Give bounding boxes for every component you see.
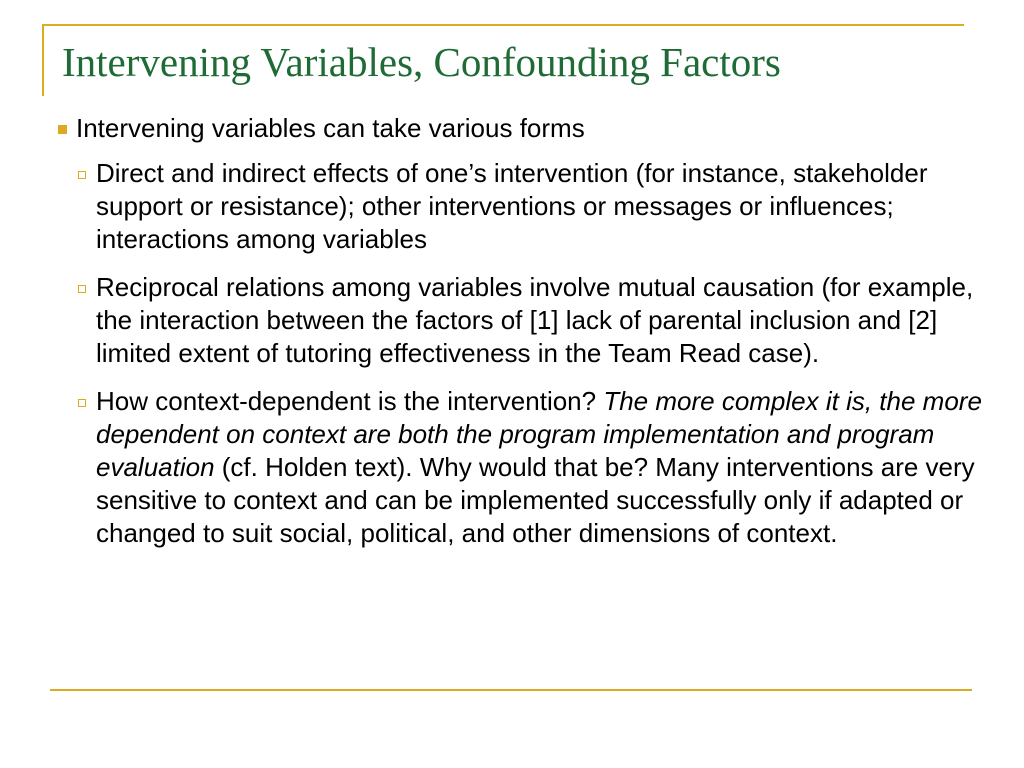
left-divider-line	[42, 24, 44, 96]
hollow-square-bullet-icon	[78, 285, 86, 293]
sub-bullet-3	[74, 385, 982, 550]
hollow-square-bullet-icon	[78, 171, 86, 179]
sub-bullet-italic-text: The more complex it is, the more dependent on context are both the program implementation and program evaluation	[96, 386, 982, 482]
sub-bullet-text: Direct and indirect effects of one’s intervention (for instance, stakeholder support or resistance); other interventions or messages or influences; interactions among variables	[96, 158, 928, 254]
bullet-text: Intervening variables can take various forms	[76, 113, 585, 143]
sub-bullet-1	[74, 157, 982, 256]
top-divider-line	[42, 24, 964, 26]
slide-title: Intervening Variables, Confounding Factors	[62, 39, 781, 85]
sub-bullet-text-before: How context-dependent is the intervention?	[96, 386, 604, 416]
sub-bullet-2	[74, 271, 982, 370]
bottom-divider-line	[50, 689, 972, 691]
sub-bullet-text: Reciprocal relations among variables involve mutual causation (for example, the interaction between the factors of [1] lack of parental inclusion and [2] limited extent of tutoring effectiveness in the Team Read case).	[96, 272, 974, 368]
bullet-level-1	[52, 110, 982, 146]
square-bullet-icon	[58, 125, 67, 134]
slide-body	[52, 110, 982, 565]
sub-bullet-text-after: (cf. Holden text). Why would that be? Many interventions are very sensitive to context and can be implemented successfully only if adapted or changed to suit social, political, and other dimensions of context.	[96, 452, 975, 548]
hollow-square-bullet-icon	[78, 399, 86, 407]
